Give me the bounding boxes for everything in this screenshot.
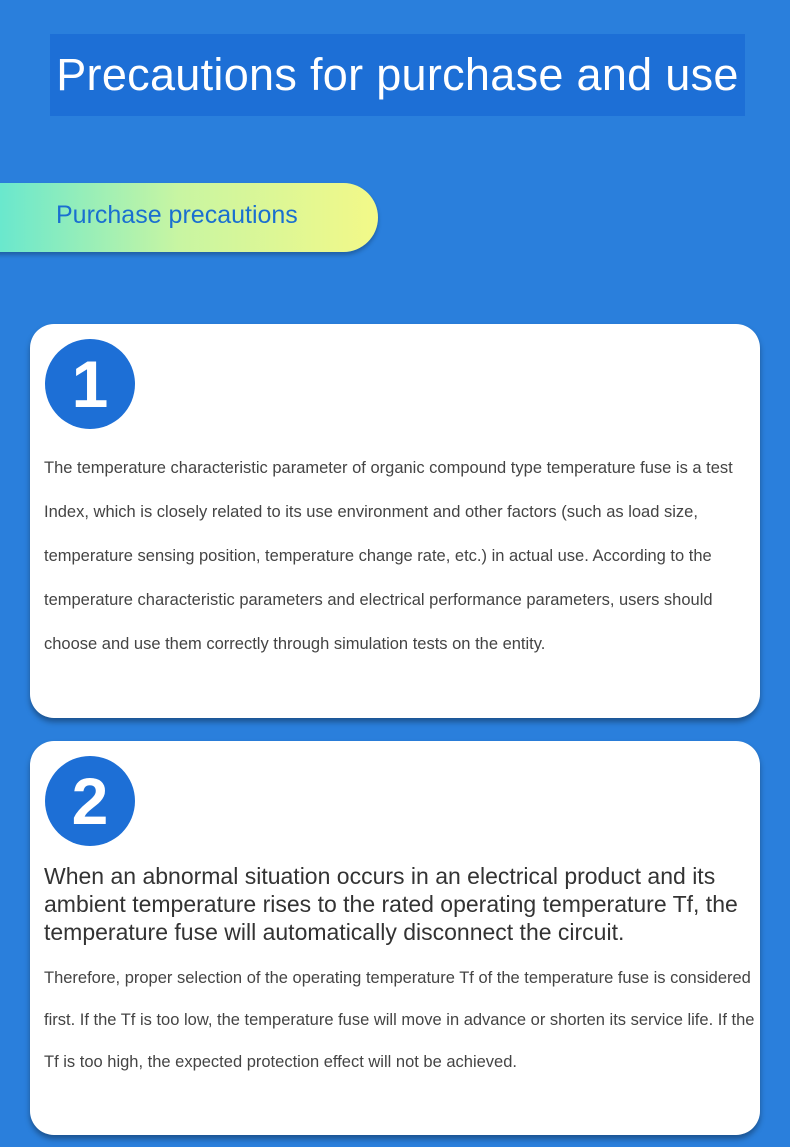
card-1-paragraph: The temperature characteristic parameter of organic compound type temperature fuse is a test Index, which is closely related to its use environment and other factors (such as load size, temperature sensing position, temperature change rate, etc.) in actual use. According to the temperature characteristic parameters and electrical performance parameters, users should choose and use them correctly through simulation tests on the entity. <box>44 459 733 653</box>
precaution-card-1 <box>30 324 760 718</box>
page-title: Precautions for purchase and use <box>56 49 739 100</box>
number-badge-2: 2 <box>45 756 135 846</box>
precaution-card-2 <box>30 741 760 1135</box>
card-2-lead: When an abnormal situation occurs in an electrical product and its ambient temperature rises to the rated operating temperature Tf, the temperature fuse will automatically disconnect the circuit. <box>44 863 738 945</box>
section-label: Purchase precautions <box>56 201 298 229</box>
number-badge-1: 1 <box>45 339 135 429</box>
section-label-pill <box>0 183 378 252</box>
card-2-paragraph: Therefore, proper selection of the operating temperature Tf of the temperature fuse is considered first. If the Tf is too low, the temperature fuse will move in advance or shorten its service life. If the Tf is too high, the expected protection effect will not be achieved. <box>44 969 755 1071</box>
title-banner <box>50 34 745 116</box>
